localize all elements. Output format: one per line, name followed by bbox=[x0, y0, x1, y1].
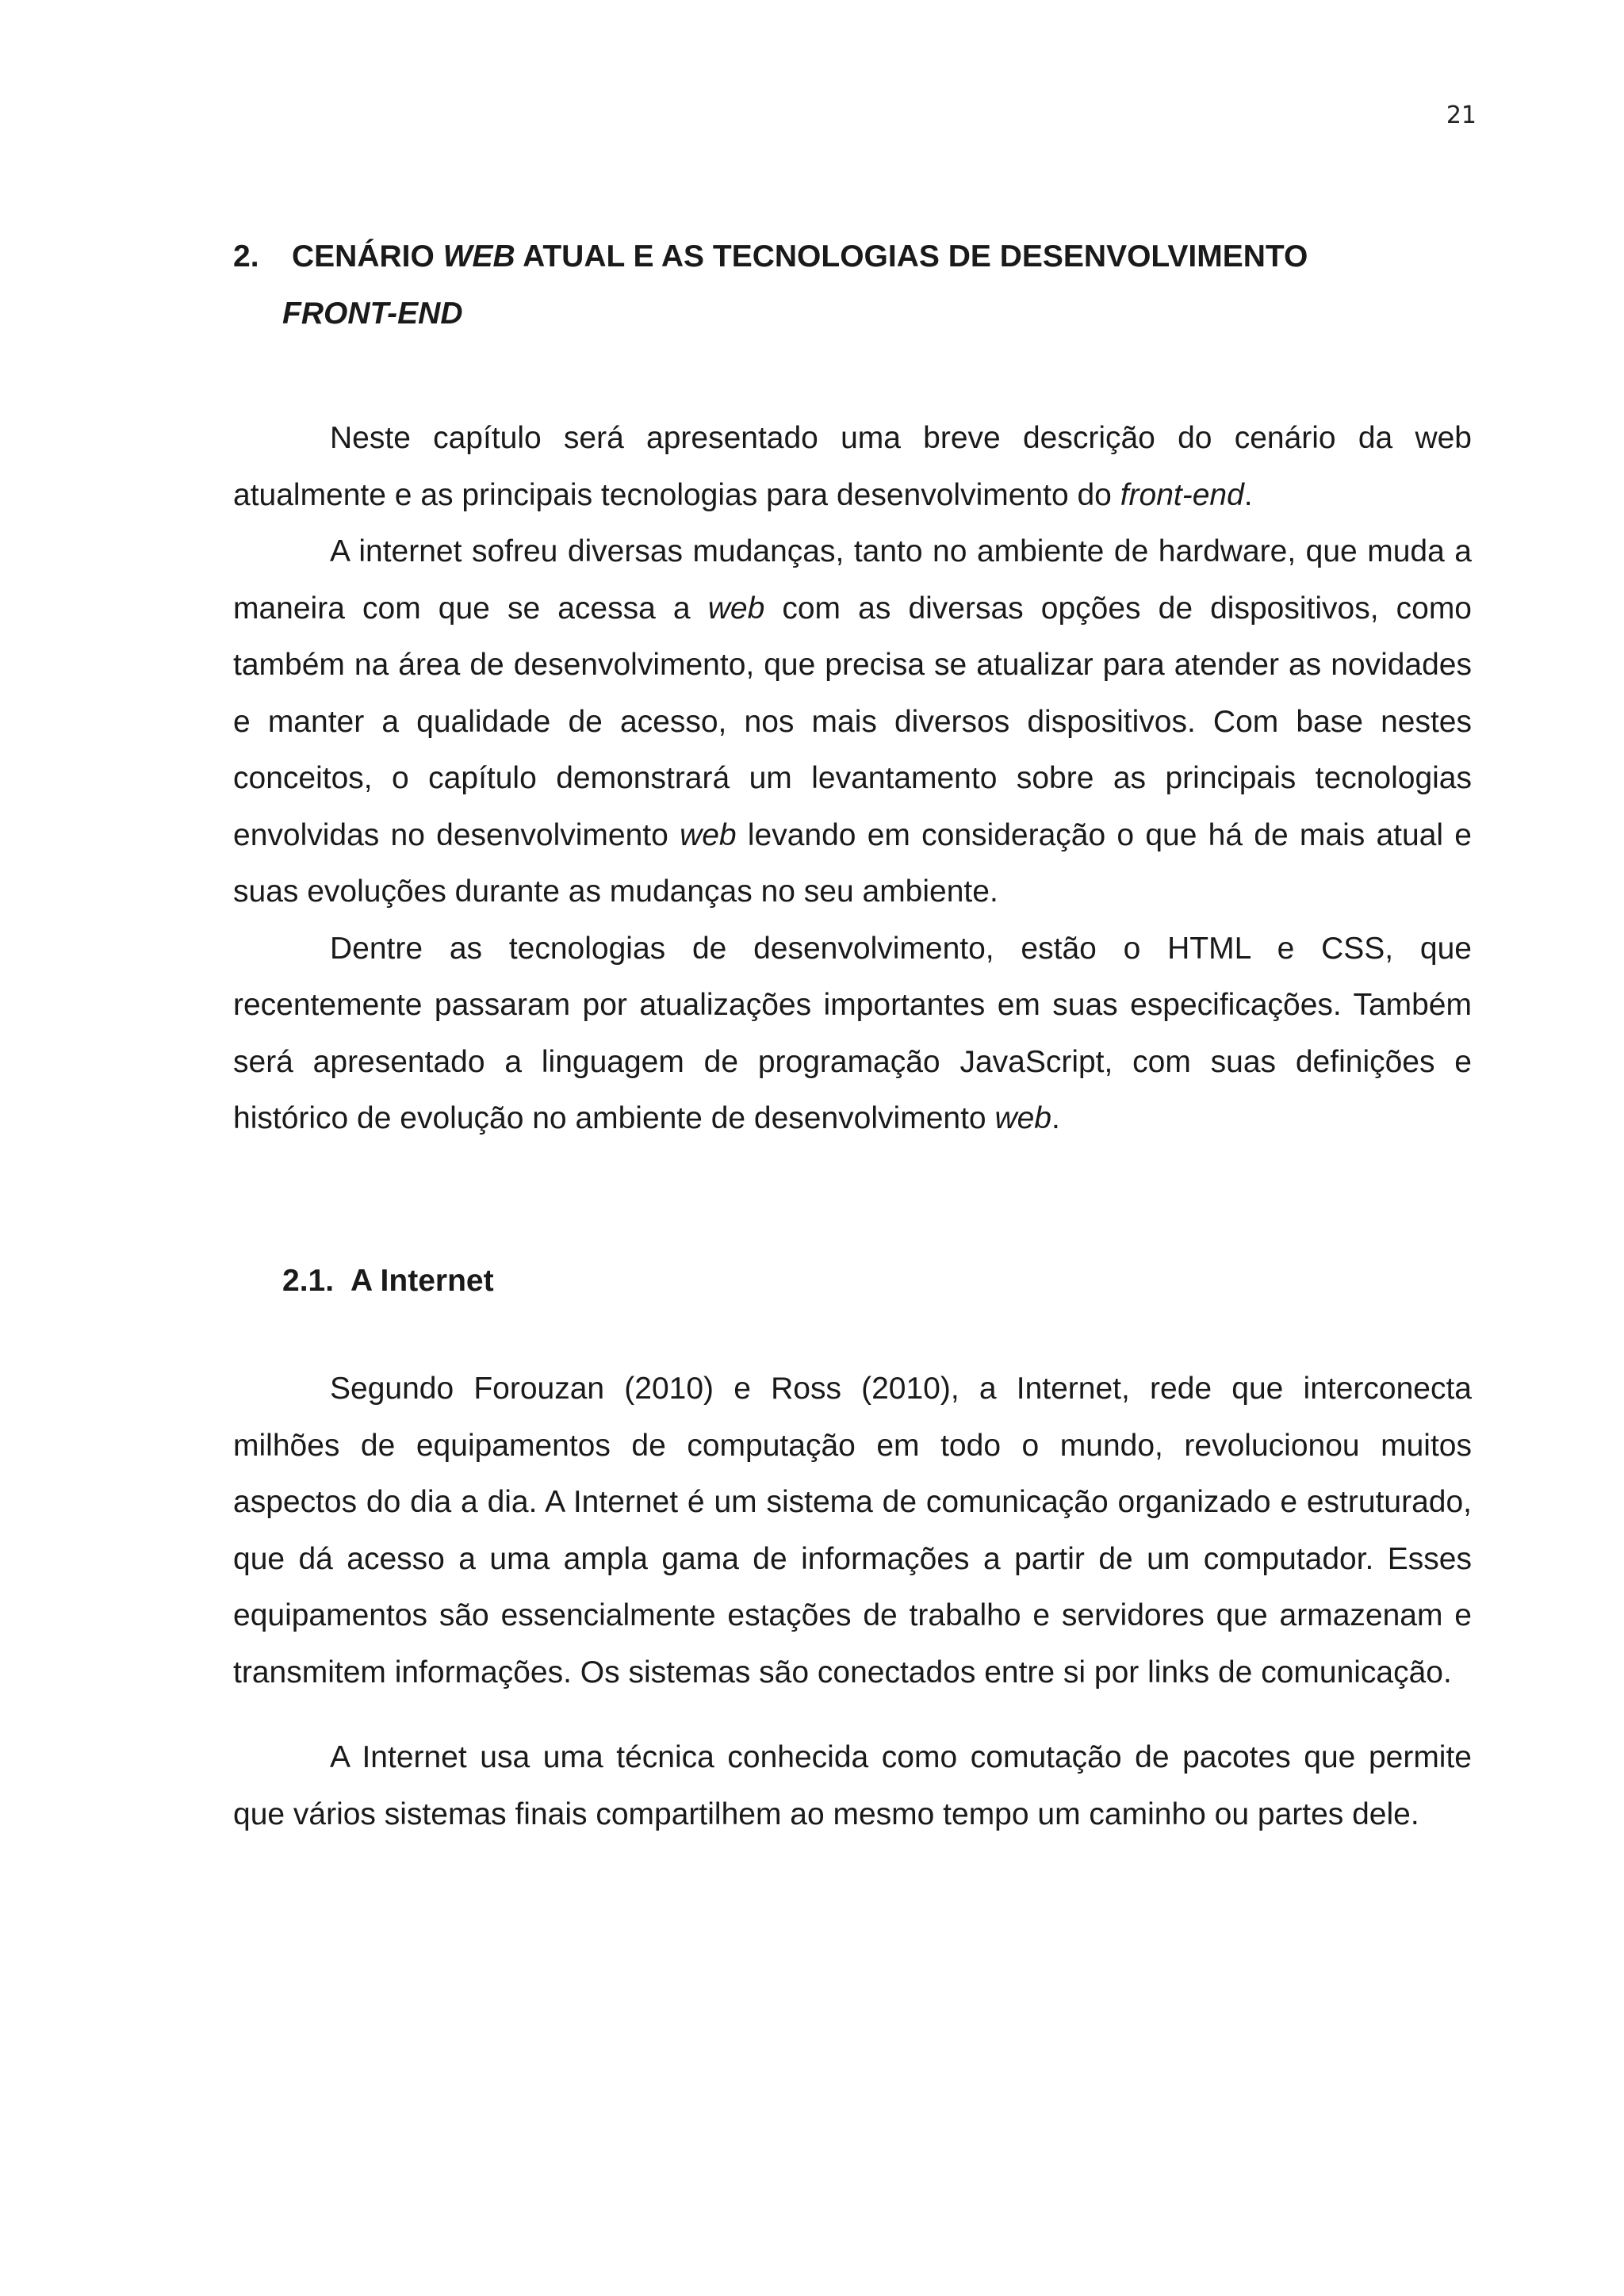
text-run: Dentre as tecnologias de desenvolvimento, estão o HTML e CSS, que recentemente passaram por atualizações importantes em suas especificações. Também será apresentado a linguagem de programação JavaScript, com suas definições e histórico de evolução no ambiente de desenvolvimento bbox=[233, 931, 1472, 1135]
intro-paragraph-1 bbox=[233, 410, 1472, 523]
internet-text-block bbox=[233, 1360, 1472, 1843]
text-run: com as diversas opções de dispositivos, como também na área de desenvolvimento, que precisa se atualizar para atender as novidades e manter a qualidade de acesso, nos mais diversos dispositivos. Com base nestes conceitos, o capítulo demonstrará um levantamento sobre as principais tecnologias envolvidas no desenvolvimento bbox=[233, 591, 1473, 852]
internet-paragraph-1: Segundo Forouzan (2010) e Ross (2010), a Internet, rede que interconecta milhões de equipamentos de computação em todo o mundo, revolucionou muitos aspectos do dia a dia. A Internet é um sistema de comunicação organizado e estruturado, que dá acesso a uma ampla gama de informações a partir de um computador. Esses equipamentos são essencialmente estações de trabalho e servidores que armazenam e transmitem informações. Os sistemas são conectados entre si por links de comunicação. bbox=[233, 1372, 1472, 1689]
italic-term: web bbox=[707, 591, 765, 626]
text-run: . bbox=[1243, 477, 1253, 512]
chapter-title-part2: ATUAL E AS TECNOLOGIAS DE DESENVOLVIMENTO bbox=[515, 239, 1308, 274]
text-run: levando em consideração o que há de mais atual e suas evoluções durante as mudanças no seu ambiente. bbox=[233, 817, 1472, 909]
italic-term: web bbox=[680, 817, 737, 852]
text-run: Neste capítulo será apresentado uma breve descrição do cenário da web atualmente e as principais tecnologias para desenvolvimento do bbox=[233, 421, 1472, 512]
section-number: 2.1. bbox=[282, 1264, 335, 1298]
chapter-heading bbox=[233, 228, 1470, 342]
chapter-title-line2: FRONT-END bbox=[282, 297, 463, 331]
chapter-title-italic: WEB bbox=[442, 239, 515, 274]
chapter-number: 2. bbox=[233, 239, 259, 274]
intro-paragraph-3 bbox=[233, 920, 1472, 1147]
section-heading bbox=[282, 1253, 494, 1310]
internet-paragraph-2: A Internet usa uma técnica conhecida como comutação de pacotes que permite que vários sistemas finais compartilhem ao mesmo tempo um caminho ou partes dele. bbox=[233, 1740, 1472, 1831]
text-run: . bbox=[1051, 1101, 1060, 1135]
page-number: 21 bbox=[1446, 101, 1477, 129]
intro-paragraph-2 bbox=[233, 523, 1472, 920]
chapter-title-part1: CENÁRIO bbox=[292, 239, 443, 274]
italic-term: web bbox=[994, 1101, 1051, 1135]
section-title: A Internet bbox=[350, 1264, 494, 1298]
text-run: A internet sofreu diversas mudanças, tanto no ambiente de hardware, que muda a maneira com que se acessa a bbox=[233, 534, 1472, 626]
intro-text-block bbox=[233, 410, 1472, 1147]
italic-term: front-end bbox=[1120, 477, 1244, 512]
